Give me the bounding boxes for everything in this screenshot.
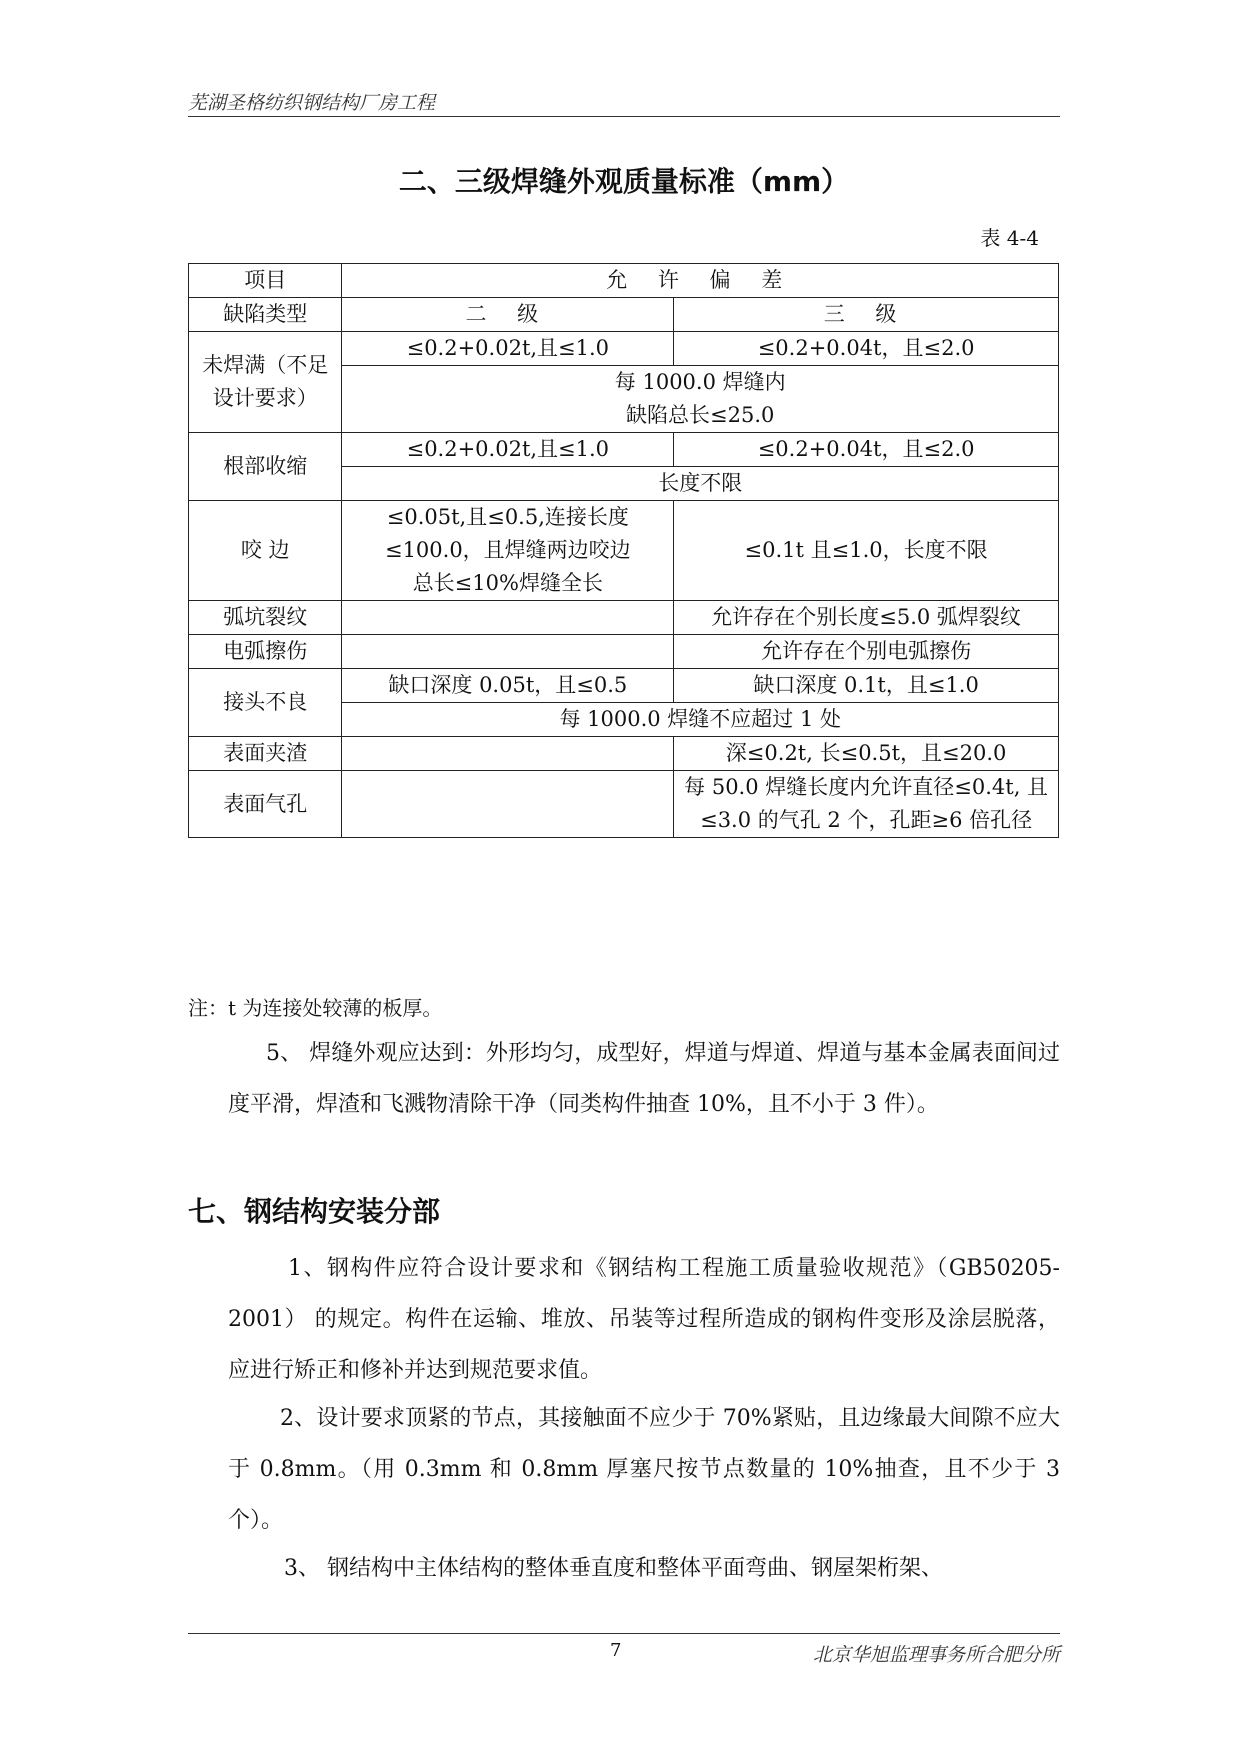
cell-grade3: 缺口深度 0.1t，且≤1.0 [674, 669, 1059, 703]
cell-common [342, 366, 1059, 433]
table-row [189, 433, 1059, 467]
cell-grade2: ≤0.2+0.02t,且≤1.0 [342, 332, 674, 366]
cell-common: 长度不限 [342, 467, 1059, 501]
table-grade-row [189, 298, 1059, 332]
table-row [189, 737, 1059, 771]
table-row [189, 501, 1059, 601]
row-label: 根部收缩 [189, 433, 342, 501]
paragraph-1: 1、钢构件应符合设计要求和《钢结构工程施工质量验收规范》（GB50205-2001） 的规定。构件在运输、堆放、吊装等过程所造成的钢构件变形及涂层脱落，应进行矫正和修补并达到规范要求值。 [228, 1256, 1060, 1383]
header-grade2: 二 级 [342, 298, 674, 332]
cell-grade3: ≤0.2+0.04t，且≤2.0 [674, 433, 1059, 467]
row-label: 未焊满（不足设计要求） [189, 332, 342, 433]
cell-grade2-text: ≤0.05t,且≤0.5,连接长度≤100.0，且焊缝两边咬边总长≤10%焊缝全长 [384, 505, 631, 595]
cell-common-text: 每 1000.0 焊缝内缺陷总长≤25.0 [614, 370, 786, 427]
table-number: 表 4-4 [980, 226, 1039, 250]
table-row [189, 601, 1059, 635]
table-title: 二、三级焊缝外观质量标准（mm） [398, 165, 850, 198]
table-note: 注：t 为连接处较薄的板厚。 [188, 996, 443, 1020]
cell-grade3: 每 50.0 焊缝长度内允许直径≤0.4t, 且≤3.0 的气孔 2 个，孔距≥6 倍孔径 [674, 771, 1059, 838]
table-header-row [189, 264, 1059, 298]
row-label: 弧坑裂纹 [189, 601, 342, 635]
cell-grade2-empty [342, 601, 674, 635]
cell-grade3: 深≤0.2t, 长≤0.5t，且≤20.0 [674, 737, 1059, 771]
header-grade3: 三 级 [674, 298, 1059, 332]
cell-grade2-empty [342, 737, 674, 771]
header-defect-type: 缺陷类型 [189, 298, 342, 332]
cell-grade3: ≤0.1t 且≤1.0，长度不限 [674, 501, 1059, 601]
weld-quality-table [188, 263, 1059, 838]
row-label: 表面气孔 [189, 771, 342, 838]
cell-grade3: 允许存在个别长度≤5.0 弧焊裂纹 [674, 601, 1059, 635]
row-label: 电弧擦伤 [189, 635, 342, 669]
table-row [189, 669, 1059, 703]
table-row [189, 771, 1059, 838]
table-row [189, 635, 1059, 669]
cell-grade2: 缺口深度 0.05t，且≤0.5 [342, 669, 674, 703]
paragraph-3: 3、 钢结构中主体结构的整体垂直度和整体平面弯曲、钢屋架桁架、 [284, 1556, 943, 1581]
section-heading: 七、钢结构安装分部 [188, 1195, 441, 1228]
row-label: 表面夹渣 [189, 737, 342, 771]
cell-grade2-empty [342, 635, 674, 669]
header-item: 项目 [189, 264, 342, 298]
cell-grade3: ≤0.2+0.04t，且≤2.0 [674, 332, 1059, 366]
row-label: 咬 边 [189, 501, 342, 601]
cell-common: 每 1000.0 焊缝不应超过 1 处 [342, 703, 1059, 737]
footer-rule [188, 1633, 1060, 1634]
page-footer: 北京华旭监理事务所合肥分所 [812, 1644, 1060, 1666]
page-header: 芜湖圣格纺织钢结构厂房工程 [188, 92, 436, 114]
cell-grade3: 允许存在个别电弧擦伤 [674, 635, 1059, 669]
header-rule [188, 116, 1060, 117]
header-allow: 允 许 偏 差 [342, 264, 1059, 298]
page-number: 7 [610, 1640, 622, 1661]
table-row [189, 332, 1059, 366]
paragraph-2: 2、设计要求顶紧的节点，其接触面不应少于 70%紧贴，且边缘最大间隙不应大于 0.8mm。（用 0.3mm 和 0.8mm 厚塞尺按节点数量的 10%抽查，且不少于 3 个）。 [228, 1406, 1060, 1533]
cell-grade2-empty [342, 771, 674, 838]
cell-grade2 [342, 501, 674, 601]
row-label: 接头不良 [189, 669, 342, 737]
paragraph-5: 5、 焊缝外观应达到：外形均匀，成型好，焊道与焊道、焊道与基本金属表面间过度平滑，焊渣和飞溅物清除干净（同类构件抽查 10%，且不小于 3 件）。 [228, 1041, 1060, 1117]
cell-grade2: ≤0.2+0.02t,且≤1.0 [342, 433, 674, 467]
